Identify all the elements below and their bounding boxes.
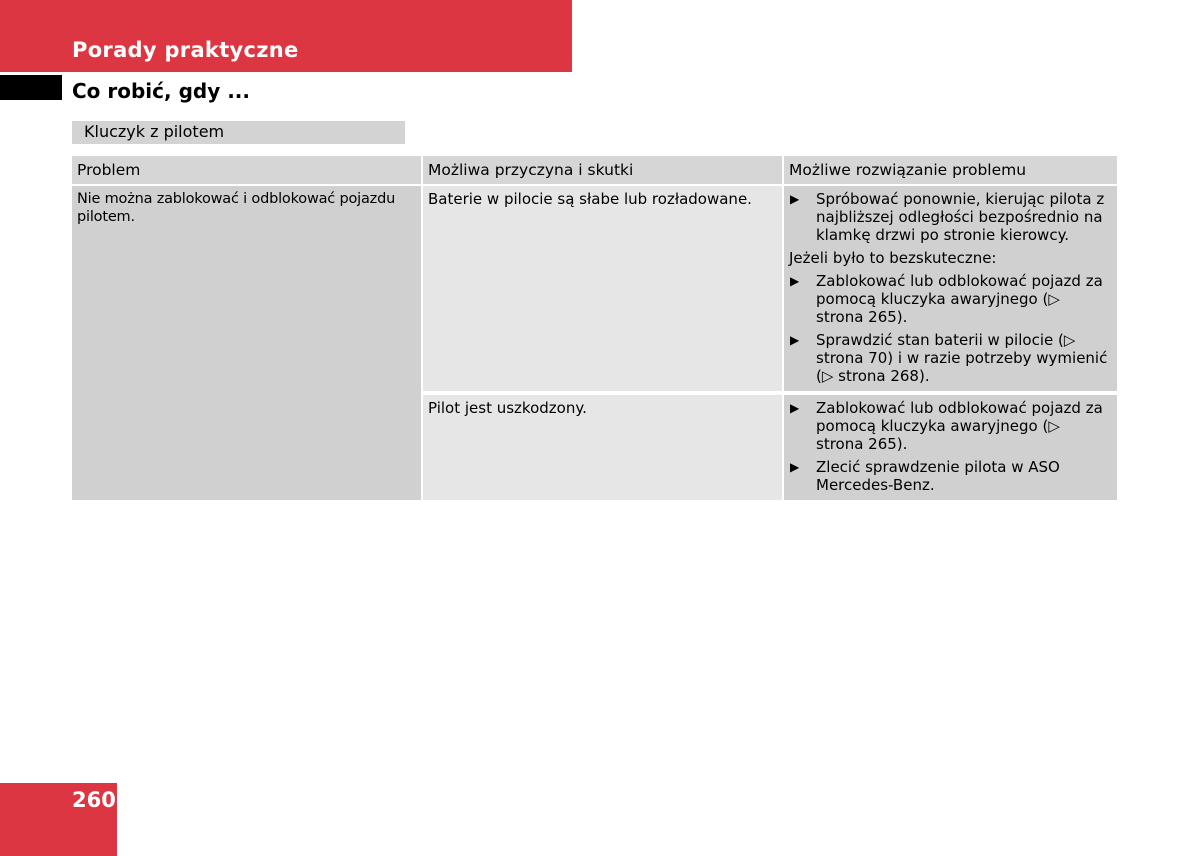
solution-step: ▶ Zablokować lub odblokować pojazd za pomocą kluczyka awaryjnego (▷ strona 265). (790, 272, 1103, 326)
arrow-right-icon: ▶ (790, 274, 800, 288)
section-marker (0, 75, 62, 100)
solution-cell (783, 393, 1117, 500)
solution-step: ▶ Spróbować ponownie, kierując pilota z najbliższej odległości bezpośrednio na klamkę drzwi po stronie kierowcy. (790, 190, 1105, 244)
arrow-right-icon: ▶ (790, 401, 800, 415)
subsection-label: Kluczyk z pilotem (72, 121, 405, 144)
header-solution: Możliwe rozwiązanie problemu (783, 156, 1117, 185)
header-problem: Problem (72, 156, 422, 185)
solution-step: ▶ Zablokować lub odblokować pojazd za pomocą kluczyka awaryjnego (▷ strona 265). (790, 399, 1103, 453)
header-cause: Możliwa przyczyna i skutki (422, 156, 783, 185)
troubleshooting-table (72, 156, 1117, 500)
arrow-right-icon: ▶ (790, 333, 800, 347)
chapter-title: Porady praktyczne (72, 38, 299, 62)
arrow-right-icon: ▶ (790, 460, 800, 474)
arrow-right-icon: ▶ (790, 192, 800, 206)
solution-step: ▶ Zlecić sprawdzenie pilota w ASO Mercedes-Benz. (790, 458, 1060, 494)
page-number: 260 (72, 788, 116, 812)
cause-cell: Baterie w pilocie są słabe lub rozładowane. (422, 185, 783, 393)
solution-cell (783, 185, 1117, 393)
table-header-row (72, 156, 1117, 185)
problem-cell: Nie można zablokować i odblokować pojazdu pilotem. (72, 185, 422, 500)
solution-note: Jeżeli było to bezskuteczne: (789, 249, 997, 267)
table-row (72, 185, 1117, 393)
solution-step: ▶ Sprawdzić stan baterii w pilocie (▷ strona 70) i w razie potrzeby wymienić (▷ strona 268). (790, 331, 1108, 385)
cause-cell: Pilot jest uszkodzony. (422, 393, 783, 500)
section-title: Co robić, gdy ... (72, 79, 250, 103)
